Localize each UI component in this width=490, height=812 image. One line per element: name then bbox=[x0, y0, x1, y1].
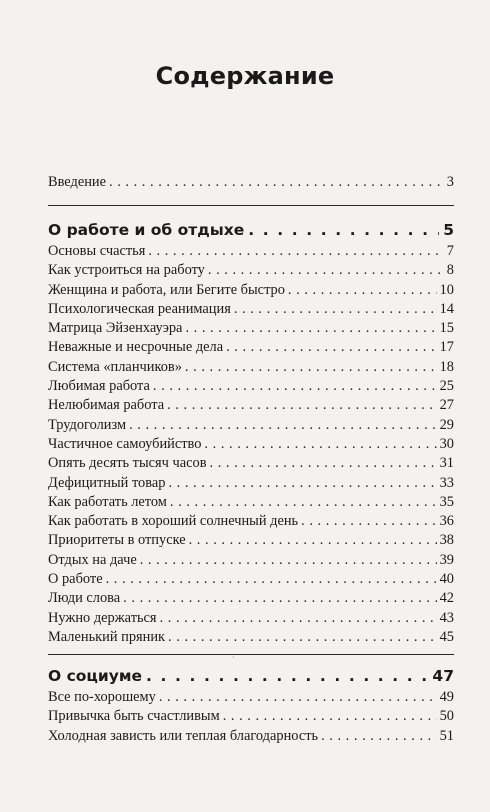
toc-entry-label: Опять десять тысяч часов bbox=[48, 455, 207, 472]
toc-entry-label: Основы счастья bbox=[48, 243, 146, 259]
leader-dots bbox=[301, 512, 436, 531]
leader-dots bbox=[129, 416, 437, 435]
leader-dots bbox=[146, 664, 428, 688]
toc-entry bbox=[48, 531, 454, 550]
toc-entry bbox=[48, 377, 454, 396]
toc-entry-page: 39 bbox=[439, 551, 454, 568]
toc-entry-label: Нужно держаться bbox=[48, 609, 157, 626]
section-title: О социуме bbox=[48, 667, 143, 685]
toc-entry-page: 10 bbox=[439, 281, 454, 298]
toc-entry-label: Привычка быть счастливым bbox=[48, 708, 220, 725]
toc-entry-page: 31 bbox=[439, 455, 454, 472]
toc-entry-page: 43 bbox=[439, 609, 454, 626]
leader-dots bbox=[167, 396, 437, 415]
toc-entry bbox=[48, 512, 454, 531]
toc-entry-label: Введение bbox=[48, 174, 107, 190]
section-title: О работе и об отдыхе bbox=[48, 221, 245, 239]
section-heading bbox=[48, 218, 454, 242]
toc-entry-label: Нелюбимая работа bbox=[48, 397, 165, 414]
toc-entry bbox=[48, 173, 454, 192]
leader-dots bbox=[109, 173, 441, 192]
toc-entry-label: Люди слова bbox=[48, 590, 121, 607]
toc-entry-label: Любимая работа bbox=[48, 378, 150, 395]
toc-entry bbox=[48, 589, 454, 608]
toc-entry bbox=[48, 454, 454, 473]
toc-entry-label: О работе bbox=[48, 571, 103, 588]
leader-dots bbox=[226, 338, 437, 357]
leader-dots bbox=[189, 531, 437, 550]
leader-dots bbox=[288, 281, 437, 300]
page-title: Содержание bbox=[155, 62, 335, 90]
leader-dots bbox=[210, 454, 437, 473]
toc-entry-label: Неважные и несрочные дела bbox=[48, 339, 224, 356]
leader-dots bbox=[208, 261, 441, 280]
toc-entry bbox=[48, 707, 454, 726]
print-mark: ˏ bbox=[232, 648, 235, 658]
toc-entry-page: 29 bbox=[439, 416, 454, 433]
toc-entry-label: Матрица Эйзенхауэра bbox=[48, 320, 183, 337]
leader-dots bbox=[185, 319, 436, 338]
toc-entry-page: 51 bbox=[439, 727, 454, 744]
leader-dots bbox=[168, 628, 437, 647]
section-page: 47 bbox=[432, 667, 454, 685]
leader-dots bbox=[159, 688, 437, 707]
toc-entry-page: 17 bbox=[439, 339, 454, 356]
toc-entry bbox=[48, 474, 454, 493]
leader-dots bbox=[148, 242, 441, 261]
toc-entry-page: 49 bbox=[439, 689, 454, 705]
toc-entry-page: 33 bbox=[439, 474, 454, 491]
section-divider bbox=[48, 654, 454, 655]
toc-entry-label: Женщина и работа, или Бегите быстро bbox=[48, 281, 285, 298]
toc-entry-page: 8 bbox=[446, 262, 454, 279]
toc-entry-label: Приоритеты в отпуске bbox=[48, 532, 186, 549]
toc-entry-page: 7 bbox=[446, 243, 454, 259]
toc-entry-page: 36 bbox=[439, 513, 454, 530]
leader-dots bbox=[140, 551, 437, 570]
leader-dots bbox=[106, 570, 437, 589]
leader-dots bbox=[123, 589, 436, 608]
toc-intro bbox=[48, 173, 454, 192]
toc-entry bbox=[48, 396, 454, 415]
toc-entry-page: 45 bbox=[439, 628, 454, 645]
section-divider bbox=[48, 205, 454, 206]
toc-entry-label: Все по-хорошему bbox=[48, 689, 156, 705]
toc-entry-label: Частичное самоубийство bbox=[48, 435, 202, 452]
toc-entry bbox=[48, 242, 454, 261]
leader-dots bbox=[160, 609, 437, 628]
toc-entry bbox=[48, 628, 454, 647]
toc-entry-label: Отдых на даче bbox=[48, 551, 137, 568]
toc-entry bbox=[48, 416, 454, 435]
leader-dots bbox=[185, 358, 437, 377]
toc-entry-page: 18 bbox=[439, 358, 454, 375]
toc-entry bbox=[48, 319, 454, 338]
toc-entry-label: Трудоголизм bbox=[48, 416, 127, 433]
toc-entry-label: Как работать летом bbox=[48, 493, 167, 510]
toc-entry bbox=[48, 261, 454, 280]
toc-entry bbox=[48, 493, 454, 512]
leader-dots bbox=[321, 727, 437, 746]
toc-entry-page: 14 bbox=[439, 300, 454, 317]
section-heading bbox=[48, 664, 454, 688]
leader-dots bbox=[248, 218, 439, 242]
toc-entry-label: Маленький пряник bbox=[48, 628, 166, 645]
leader-dots bbox=[153, 377, 437, 396]
toc-entry-page: 35 bbox=[439, 493, 454, 510]
section-page: 5 bbox=[443, 221, 454, 239]
toc-entry bbox=[48, 570, 454, 589]
leader-dots bbox=[204, 435, 436, 454]
toc-entry-label: Как работать в хороший солнечный день bbox=[48, 513, 299, 530]
toc-entry bbox=[48, 300, 454, 319]
toc-entry-page: 30 bbox=[439, 435, 454, 452]
toc-entry-page: 3 bbox=[446, 174, 454, 190]
toc-section-work bbox=[48, 218, 454, 647]
toc-entry bbox=[48, 551, 454, 570]
toc-entry bbox=[48, 688, 454, 707]
toc-entry bbox=[48, 435, 454, 454]
leader-dots bbox=[234, 300, 437, 319]
toc-entry-page: 40 bbox=[439, 571, 454, 588]
toc-section-society bbox=[48, 664, 454, 746]
toc-entry-page: 25 bbox=[439, 378, 454, 395]
toc-entry-page: 38 bbox=[439, 532, 454, 549]
toc-entry bbox=[48, 609, 454, 628]
toc-entry-page: 50 bbox=[439, 708, 454, 725]
toc-entry-label: Как устроиться на работу bbox=[48, 262, 205, 279]
leader-dots bbox=[223, 707, 437, 726]
toc-entry-label: Холодная зависть или теплая благодарность bbox=[48, 727, 319, 744]
toc-entry bbox=[48, 281, 454, 300]
toc-entry-page: 15 bbox=[439, 320, 454, 337]
toc-entry-label: Система «планчиков» bbox=[48, 358, 182, 375]
toc-entry-page: 42 bbox=[439, 590, 454, 607]
leader-dots bbox=[168, 474, 436, 493]
toc-entry bbox=[48, 358, 454, 377]
toc-entry-page: 27 bbox=[439, 397, 454, 414]
toc-entry bbox=[48, 727, 454, 746]
toc-entry bbox=[48, 338, 454, 357]
toc-entry-label: Психологическая реанимация bbox=[48, 300, 231, 317]
toc-entry-label: Дефицитный товар bbox=[48, 474, 166, 491]
leader-dots bbox=[170, 493, 437, 512]
